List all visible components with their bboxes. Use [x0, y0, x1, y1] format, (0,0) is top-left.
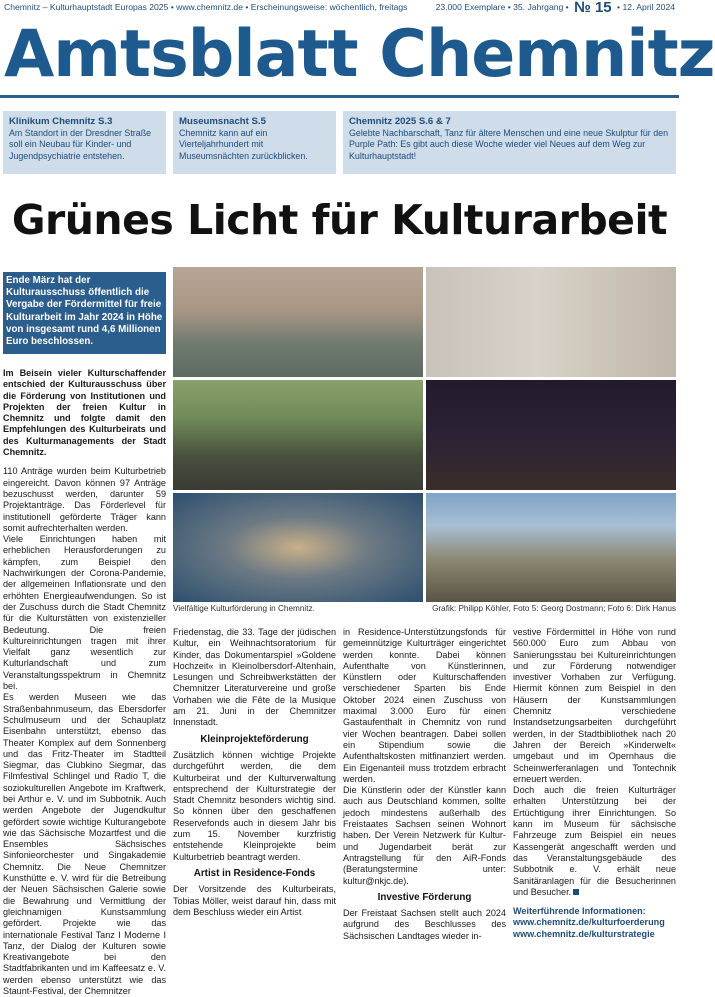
paragraph-text: Doch auch die freien Kulturträger erhalten Unterstützung bei der Ertüchtigung ihrer Einrichtungen. So kann im Museum für sächsische Fahrzeuge zum Beispiel ein neues Kassengerät angeschafft werden und das Veranstaltungsgebäude des Subbotnik e. V. erhält neue Sanitäranlagen für die Besucherinnen und Besucher. — [513, 785, 676, 897]
paragraph: vestive Fördermittel in Höhe von rund 560.000 Euro zum Abbau von Sanierungsstau bei Kultureinrichtungen und zur Förderung notwendiger investiver Vorhaben zur Verfügung. Hiermit können zum Beispiel in den Häusern der Kunstsammlungen Chemnitz verschiedene Instandsetzungsarbeiten durchgeführt werden, in der Stadtbibliothek nach 20 Jahren der Bereich »Kinderwelt« umgebaut und im Opernhaus die Scheinwerferanlagen und Tontechnik erneuert werden. — [513, 627, 676, 784]
teaser-heading: Museumsnacht S.5 — [179, 116, 266, 127]
photo-dance — [173, 267, 423, 377]
paragraph: Der Freistaat Sachsen stellt auch 2024 aufgrund des Beschlusses des Sächsischen Landtages wieder in- — [343, 908, 506, 941]
article-column-3 — [343, 627, 506, 940]
photo-caption: Vielfältige Kulturförderung in Chemnitz. — [173, 604, 315, 613]
link-kulturfoerderung[interactable]: www.chemnitz.de/kulturfoerderung — [513, 917, 665, 928]
teaser-heading: Klinikum Chemnitz S.3 — [9, 116, 113, 127]
teaser-text: Chemnitz kann auf ein Vierteljahrhundert mit Museumsnächten zurückblicken. — [179, 127, 308, 161]
issue-info — [436, 0, 675, 15]
article-headline: Grünes Licht für Kulturarbeit — [11, 196, 668, 244]
teaser-text: Gelebte Nachbarschaft, Tanz für ältere Menschen und eine neue Skulptur für den Purple Path: Es gibt auch diese Woche wieder viel Neues auf dem Weg zur Kulturhauptstadt! — [349, 127, 669, 161]
article-intro: Im Beisein vieler Kulturschaffender entschied der Kulturausschuss über die Förderung von Institutionen und Projekten der freien Kultur in Chemnitz und folgte damit den Empfehlungen des Kulturbeirats und des Kulturmanagements der Stadt Chemnitz. — [3, 368, 166, 458]
paragraph: Friedenstag, die 33. Tage der jüdischen Kultur, ein Weihnachtsoratorium für Kinder, das Dokumentarspiel »Goldene Hochzeit« in Kleinolbersdorf-Altenhain, Lesungen und Schreibwerkstätten der Chemnitzer Literaturvereine und große Vorhaben wie die Fête de la Musique am 21. Juni in der Chemnitzer Innenstadt. — [173, 627, 336, 728]
photo-lens — [173, 493, 423, 602]
article-column-1 — [3, 368, 166, 997]
photo-exhibition — [426, 267, 676, 377]
subheading: Kleinprojekteförderung — [200, 733, 309, 745]
article-column-2 — [173, 627, 336, 940]
issue-date: • 12. April 2024 — [617, 2, 675, 12]
info-heading: Weiterführende Informationen: — [513, 906, 646, 917]
subheading: Artist in Residence-Fonds — [193, 867, 316, 879]
publication-info: Chemnitz – Kulturhauptstadt Europas 2025 • www.chemnitz.de • Erscheinungsweise: wöchentlich, freitags — [4, 2, 408, 12]
paragraph: Die Künstlerin oder der Künstler kann auch aus Deutschland kommen, sollte jedoch mindestens außerhalb des Freistaates Sachsen seinen Wohnort haben. Der Verein Netzwerk für Kultur- und Jugendarbeit berät zur Antragstellung für den AiR-Fonds (Beratungstermine unter: kultur@nkjc.de). — [343, 785, 506, 886]
end-mark-icon — [573, 889, 579, 895]
masthead-title: Amtsblatt Chemnitz — [4, 17, 715, 92]
photo-credits: Grafik: Philipp Köhler, Foto 5: Georg Dostmann; Foto 6: Dirk Hanus — [432, 604, 676, 613]
article-lead: Ende März hat der Kulturausschuss öffentlich die Vergabe der Fördermittel für freie Kulturarbeit im Jahr 2024 in Höhe von insgesamt rund 4,6 Millionen Euro beschlossen. — [3, 272, 166, 354]
paragraph — [513, 785, 676, 898]
paragraph: in Residence-Unterstützungsfonds für gemeinnützige Kulturträger eingerichtet werden konnte. Dabei können Aufenthalte von Künstlerinnen, Künstlern oder Kulturschaffenden verschiedener Sparten bis Ende Oktober 2024 einen Zuschuss von maximal 3.000 Euro für einen Gastaufenthalt in Chemnitz von rund vier Wochen beantragen. Dabei sollen ein Stipendium sowie die Aufenthaltskosten mitfinanziert werden. Ein Eigenanteil muss trotzdem erbracht werden. — [343, 627, 506, 784]
link-kulturstrategie[interactable]: www.chemnitz.de/kulturstrategie — [513, 928, 655, 939]
photo-steam-train — [426, 493, 676, 602]
article-column-4 — [513, 627, 676, 940]
teaser-klinikum[interactable] — [3, 111, 166, 174]
issue-number: № 15 — [574, 0, 612, 16]
teaser-text: Am Standort in der Dresdner Straße soll ein Neubau für Kinder- und Jugendpsychiatrie entstehen. — [9, 127, 152, 161]
teaser-museumsnacht[interactable] — [173, 111, 336, 174]
paragraph: Viele Einrichtungen haben mit erheblichen Herausforderungen zu kämpfen, zum Beispiel den Nachwirkungen der Corona-Pandemie, der allgemeinen Inflationsrate und den erhöhten Energieaufwendungen. So ist der Zuschuss durch die Stadt Chemnitz für die Kulturstätten von existenzieller Bedeutung. Die freien Kultureinrichtungen tragen mit ihrer Vielfalt ganz wesentlich zur Kulturlandschaft und zum Veranstaltungsspektrum in Chemnitz bei. — [3, 534, 166, 692]
paragraph: Es werden Museen wie das Straßenbahnmuseum, das Ebersdorfer Schulmuseum und der Schauplatz Eisenbahn unterstützt, ebenso das Theater Komplex auf dem Sonnenberg und das Fritz-Theater im Stadtteil Siegmar, das Clubkino Siegmar, das Filmfestival Schlingel und Radio T, die soziokulturellen Angebote im Kraftwerk, bei Arthur e. V. und im Subbotnik. Auch werden Angebote der Jugendkultur gefördert sowie wichtige Kulturangebote wie das Sächsische Mozartfest und die Ensembles Sächsisches Sinfonieorchester und Singakademie Chemnitz. Die Neue Chemnitzer Kunsthütte e. V. wird für die Betreibung der Neuen Sächsischen Galerie sowie die Bewahrung und Vermittlung der gleichnamigen Kunstsammlung gefördert. Projekte wie das internationale Festival Tanz I Moderne I Tanz, der Dialog der Kulturen sowie Kreativangebote bei den Stadtfabrikanten und im Kaffeesatz e. V. werden ebenso unterstützt wie das Staunt-Festival, der Chemnitzer — [3, 692, 166, 997]
teaser-heading: Chemnitz 2025 S.6 & 7 — [349, 116, 451, 127]
subheading: Investive Förderung — [377, 891, 472, 903]
teaser-chemnitz-2025[interactable] — [343, 111, 676, 174]
top-info-bar — [4, 0, 675, 14]
teaser-row — [3, 111, 676, 174]
circulation-info: 23.000 Exemplare • 35. Jahrgang • — [435, 2, 569, 12]
paragraph: Der Vorsitzende des Kulturbeirats, Tobias Möller, weist darauf hin, dass mit dem Beschluss wieder ein Artist — [173, 884, 336, 917]
masthead — [0, 14, 715, 98]
paragraph: Zusätzlich können wichtige Projekte durchgeführt werden, die dem Kulturbeirat und der Kulturverwaltung entsprechend der Kulturstrategie der Stadt Chemnitz besonders wichtig sind. So können über den geschaffenen Reservefonds auch in diesem Jahr bis zum 15. November kurzfristig entstehende Kleinprojekte beim Kulturbetrieb beantragt werden. — [173, 749, 336, 862]
paragraph: 110 Anträge wurden beim Kulturbetrieb eingereicht. Davon können 97 Anträge bezuschusst werden, darunter 59 Projektanträge. Das Förderlevel für institutionell geförderte Träger kann somit aufrechterhalten werden. — [3, 466, 166, 533]
photo-choir — [426, 380, 676, 490]
photo-audience — [173, 380, 423, 490]
